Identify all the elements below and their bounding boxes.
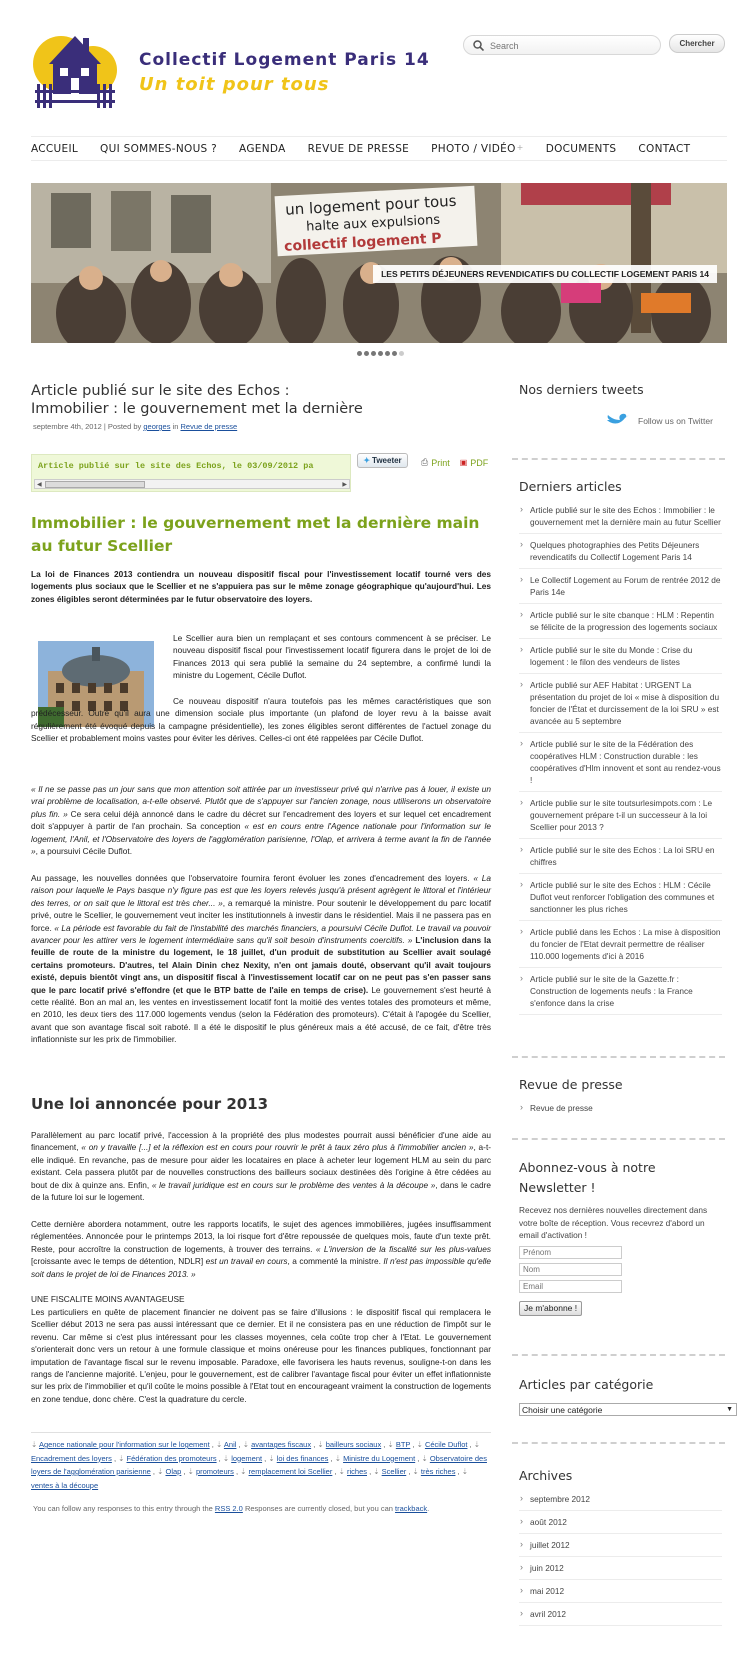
article-p7-heading: UNE FISCALITE MOINS AVANTAGEUSE [31, 1294, 185, 1304]
sidebar-divider [512, 1442, 725, 1444]
print-pdf [421, 457, 488, 468]
text: , dans le cadre de la future loi sur le logement. [31, 1179, 491, 1203]
slider-dot[interactable] [392, 351, 397, 356]
quote: « on y travaille [...] et la réflexion est en cours pour rouvrir le prêt à taux zéro plus à l'immobilier ancien » [81, 1142, 474, 1153]
scroll-thumb[interactable] [45, 481, 145, 488]
scroll-left-icon[interactable]: ◀ [37, 482, 42, 488]
tag-separator: , [467, 1440, 474, 1449]
archive-link[interactable]: › août 2012 [519, 1511, 722, 1534]
recent-list [519, 499, 722, 1015]
follow-note [33, 1504, 429, 1513]
sidebar-divider [512, 1056, 725, 1058]
slider-dot[interactable] [385, 351, 390, 356]
text: , a commenté la ministre. [287, 1256, 384, 1267]
article-headline: Immobilier : le gouvernement met la dernière main au futur Scellier [31, 514, 480, 555]
quote: « L'inversion de la fiscalité sur les plus-values [315, 1243, 491, 1254]
twitter-bird-icon [605, 412, 631, 430]
article-p6 [31, 1218, 491, 1280]
chevron-down-icon: ▼ [726, 1406, 733, 1413]
text: You can follow any responses to this entry through the [33, 1504, 215, 1513]
quote: « La raison pour laquelle le Pays basque n'y figure pas est que les loyers relevés jusqu'à présent agrègent le littoral et l'intérieur des terres, or on sait que le littoral est très cher... » [31, 873, 491, 908]
tag-icon: ⇣ [242, 1440, 252, 1449]
article-lead: La loi de Finances 2013 contiendra un nouveau dispositif fiscal pour l'investissement locatif tourné vers des logements plus sociaux que le Scellier et ne s'appuiera pas sur le même zonage géographique qu'aujourd'hui. Les zones éligibles seront déterminées par le futur observatoire des loyers. [31, 569, 491, 604]
newsletter-title-1: Abonnez-vous à notre [519, 1160, 656, 1175]
tag-icon: ⇣ [222, 1453, 232, 1463]
printer-icon: ⎙ [421, 457, 429, 467]
recent-article-link[interactable]: › Le Collectif Logement au Forum de rentrée 2012 de Paris 14e [519, 569, 722, 604]
tag-separator: , [150, 1467, 158, 1476]
recent-article-link[interactable]: › Article publié sur le site des Echos : HLM : Cécile Duflot veut renforcer l'obligation des communes et sanctionner les plus riches [519, 874, 722, 921]
banner-line3: collectif logement P [283, 230, 443, 255]
post-date: septembre 4th, 2012 | Posted by [33, 422, 144, 431]
tag-separator: , [455, 1467, 462, 1476]
text: , a poursuivi Cécile Duflot. [35, 846, 133, 857]
house-logo-icon[interactable] [31, 24, 119, 110]
tag-separator: , [406, 1467, 413, 1476]
nav-revue-de-presse[interactable]: REVUE DE PRESSE [307, 142, 410, 155]
site-title[interactable]: Collectif Logement Paris 14 [139, 50, 430, 70]
tag-icon: ⇣ [157, 1467, 166, 1476]
category-select[interactable] [519, 1403, 737, 1416]
nav-photo-video[interactable]: PHOTO / VIDÉO + [431, 143, 524, 155]
text: [croissante avec le temps de détention, NDLR] [31, 1256, 206, 1267]
text: . [427, 1504, 430, 1513]
press-title: Revue de presse [519, 1077, 623, 1092]
trackback-link[interactable]: trackback [395, 1504, 428, 1513]
tag-separator: , [332, 1467, 339, 1476]
tag-separator: , [328, 1453, 335, 1463]
tag-link[interactable]: Fédération des promoteurs [126, 1453, 217, 1463]
tag-separator: , [181, 1467, 188, 1476]
subscribe-button[interactable]: Je m'abonne ! [519, 1301, 582, 1316]
search-icon [473, 40, 484, 51]
post-title-line2: Immobilier : le gouvernement met la dernière [31, 401, 363, 417]
quote: « le travail juridique est en cours sur le problème des ventes à la découpe » [151, 1179, 436, 1190]
tag-icon: ⇣ [373, 1467, 382, 1476]
tag-icon: ⇣ [461, 1467, 469, 1476]
tag-icon: ⇣ [31, 1440, 39, 1449]
archives-title: Archives [519, 1468, 573, 1483]
text: , a remarqué la ministre. Pour soutenir le développement du parc locatif privé, outre le Scellier, le gouvernement veut inciter les institutionnels à investir dans le résidentiel. Mais il ne passera pas en force. [31, 897, 491, 933]
slider-photo [31, 183, 727, 343]
recent-article-link[interactable]: › Article publié sur le site cbanque : HLM : Repentin se félicite de la progression des logements sociaux [519, 604, 722, 639]
tag-icon: ⇣ [412, 1467, 421, 1476]
tag-icon: ⇣ [338, 1467, 347, 1476]
article-p5 [31, 1129, 491, 1203]
archive-link[interactable]: › avril 2012 [519, 1603, 722, 1626]
tag-separator: , [367, 1467, 374, 1476]
tag-separator: , [262, 1453, 269, 1463]
recent-article-link[interactable]: › Article publié sur le site du Monde : Crise du logement : le filon des vendeurs de listes [519, 639, 722, 674]
tag-icon: ⇣ [416, 1440, 425, 1449]
nav-agenda[interactable]: AGENDA [239, 142, 286, 155]
sidebar-categories [519, 1375, 733, 1416]
nav-accueil[interactable]: ACCUEIL [31, 142, 79, 155]
categories-title: Articles par catégorie [519, 1377, 654, 1392]
email-field[interactable] [519, 1280, 622, 1293]
article-p2-text: Ce nouveau dispositif n'aura toutefois pas les mêmes caractéristiques que son prédécesseur. Outre qu'il aura une dimension sociale plus importante (un plafond de loyer revu à la baisse avait régulièrement été évoqué depuis la campagne présidentielle), les zones éligibles seront différentes de l'actuel zonage du Scellier et probablement moins vastes pour éviter les dérives. Celles-ci ont été rappelées par Cécile Duflot. [31, 696, 491, 744]
author-link[interactable]: georges [143, 422, 171, 431]
nav-qui-sommes-nous[interactable]: QUI SOMMES-NOUS ? [100, 142, 218, 155]
article-p3 [31, 783, 491, 857]
tag-link[interactable]: loi des finances [276, 1453, 329, 1463]
post-title-line1: Article publié sur le site des Echos : [31, 383, 290, 399]
slider-dot[interactable] [371, 351, 376, 356]
recent-article-link[interactable]: › Quelques photographies des Petits Déjeuners revendicatifs du Collectif Logement Paris 14 [519, 534, 722, 569]
tag-link[interactable]: bailleurs sociaux [325, 1440, 382, 1449]
tag-link[interactable]: très riches [420, 1467, 456, 1476]
photo-slider[interactable] [31, 183, 727, 343]
sidebar-divider [512, 1354, 725, 1356]
sidebar-archives [519, 1466, 729, 1626]
article-p4 [31, 872, 491, 1046]
recent-article-link[interactable]: › Article publie sur le site toutsurlesimpots.com : Le gouvernement prépare t-il un successeur à la loi Scellier pour 2013 ? [519, 792, 722, 839]
quote: « est en cours entre l'Agence nationale pour l'information sur le logement, l'Anil, et l'Observatoire des loyers de l'agglomération parisienne, l'Olap, et arrivera à terme avant la fin de l'année » [31, 821, 492, 857]
text: Le gouvernement s'est heurté à cette réalité. Bon an mal an, les ventes en investissement locatif font la moitié des ventes totales des promoteurs et même, en 2010, les deux tiers des 117.000 logements vendus (selon la Fédération des promoteurs). C'était à l'apogée du Scellier, avant que son avantage fiscal soit raboté. Il a été le dispositif le plus généreux mais a été accusé, de ce fait, d'être très inflationniste sur les prix de l'immobilier. [31, 984, 491, 1045]
quote: « Il ne se passe pas un jour sans que mon attention soit attirée par un investisseur privé qui n'arrive pas à louer, il existe un vrai problème de localisation, a-t-elle observé. Plutôt que de s'appuyer sur l'ancien zonage, nous utiliserons un observatoire plus fin. » [31, 784, 491, 819]
tags-divider [31, 1432, 491, 1433]
archive-link[interactable]: › septembre 2012 [519, 1488, 722, 1511]
tag-icon: ⇣ [334, 1453, 344, 1463]
slider-dot[interactable] [357, 351, 362, 356]
tag-link[interactable]: Olap [165, 1467, 182, 1476]
code-box [31, 454, 351, 492]
site-header [31, 22, 727, 112]
banner-line2: halte aux expulsions [305, 212, 441, 235]
banner-line1: un logement pour tous [284, 191, 457, 219]
tweets-title: Nos derniers tweets [519, 382, 644, 397]
tag-icon: ⇣ [387, 1440, 396, 1449]
sidebar-newsletter [519, 1158, 729, 1316]
print-link[interactable] [421, 457, 450, 468]
post-title[interactable] [31, 382, 471, 418]
tweet-button[interactable] [357, 453, 408, 468]
recent-title: Derniers articles [519, 479, 622, 494]
tag-separator: , [216, 1453, 223, 1463]
search-button[interactable]: Chercher [669, 34, 725, 53]
archive-link[interactable]: › juin 2012 [519, 1557, 722, 1580]
tag-icon: ⇣ [118, 1453, 127, 1463]
twitter-follow-label: Follow us on Twitter [638, 416, 713, 426]
recent-article-link[interactable]: › Article publié sur AEF Habitat : URGENT La présentation du projet de loi « mise à disposition du foncier de l'État et durcissement de la loi SRU » est avancée au 5 septembre [519, 674, 722, 733]
tag-separator: , [381, 1440, 388, 1449]
slider-caption[interactable]: LES PETITS DÉJEUNERS REVENDICATIFS DU COLLECTIF LOGEMENT PARIS 14 [373, 265, 717, 283]
tag-icon: ⇣ [187, 1467, 196, 1476]
tag-link[interactable]: BTP [395, 1440, 411, 1449]
tag-separator: , [415, 1453, 422, 1463]
article-p1: Le Scellier aura bien un remplaçant et ses contours commencent à se préciser. Le nouveau dispositif fiscal pour l'investissement locatif figurera dans le projet de loi de Finances 2013 qui sera publié la semaine du 24 septembre, a confirmé lundi la ministre du Logement, Cécile Duflot. [173, 633, 491, 681]
site-tagline: Un toit pour tous [139, 74, 330, 95]
article-subheading: Une loi annoncée pour 2013 [31, 1095, 269, 1113]
archive-link[interactable]: › mai 2012 [519, 1580, 722, 1603]
main-nav [31, 136, 727, 161]
tweet-label: Tweeter [372, 456, 402, 465]
newsletter-title-2: Newsletter ! [519, 1180, 596, 1195]
nav-contact[interactable]: CONTACT [638, 142, 691, 155]
recent-article-link[interactable]: › Article publié sur le site de la Gazette.fr : Construction de logements neufs : la France s'enfonce dans la crise [519, 968, 722, 1015]
slider-dot[interactable] [399, 351, 404, 356]
quote: « La période est favorable du fait de l'instabilité des marchés financiers, a poursuivi Cécile Duflot. Le travail va pouvoir avancer pour les attirer vers le logement intermédiaire sans qu'il soit besoin d'instruments coercitifs. » [31, 922, 491, 946]
text: Responses are currently closed, but you can [242, 1504, 396, 1513]
tag-icon: ⇣ [317, 1440, 326, 1449]
tag-icon: ⇣ [473, 1440, 481, 1449]
tag-link[interactable]: Agence nationale pour l'information sur le logement [38, 1440, 210, 1449]
press-item[interactable]: › Revue de presse [519, 1097, 729, 1119]
tag-separator: , [410, 1440, 417, 1449]
sidebar-divider [512, 458, 725, 460]
prenom-field[interactable] [519, 1246, 622, 1259]
tag-separator: , [236, 1440, 243, 1449]
sidebar-press [519, 1075, 729, 1119]
sidebar-tweets [519, 380, 729, 400]
sidebar-recent [519, 477, 729, 1015]
pdf-icon: ▣ [459, 458, 468, 467]
pdf-link[interactable] [460, 457, 489, 468]
pdf-label: PDF [470, 457, 489, 468]
tag-separator: , [111, 1453, 119, 1463]
tag-link[interactable]: Anil [223, 1440, 237, 1449]
article-p7: Les particuliers en quête de placement financier ne doivent pas se faire d'illusions : le dispositif fiscal qui remplacera le Scellier début 2013 ne sera pas aussi intéressant que ce dernier. Et il ne consistera pas en une réduction de l'impôt sur le revenu. Car même si c'est plus intéressant pour les classes moyennes, cela coûte trop cher à l'Etat. Le gouvernement s'orienterait donc vers un retour à une formule classique et moins onéreuse pour les finances publiques, fonctionnant par imputation de l'avantage fiscal sur le revenu imposable. Paradoxe, elle favorisera les hauts revenus, souligne-t-on dans les rangs de l'ancienne majorité. L'enjeu, pour le gouvernement, est de calibrer l'avantage fiscal pour éviter un effet inflationniste sur les prix de l'immobilier et qu'il coûte le moins possible à l'Etat tout en encourageant vraiment la construction de logements en zone tendue, donc chère. C'est la quadrature du cercle. [31, 1307, 491, 1404]
tag-icon: ⇣ [215, 1440, 224, 1449]
slider-dot[interactable] [378, 351, 383, 356]
scroll-right-icon[interactable]: ▶ [342, 482, 347, 488]
slider-dots [357, 351, 404, 356]
quote: Il n'est pas impossible qu'elle soit dans le projet de loi de Finances 2013. » [31, 1256, 491, 1279]
bold-text: L'inclusion dans la feuille de route de la ministre du logement, le 18 juillet, d'un produit de substitution au Scellier avait soulagé certains promoteurs. D'autres, tel Alain Dinin chez Nexity, n'en ont jamais douté, observant qu'il avait toujours existé, depuis bientôt vingt ans, un dispositif fiscal à l'investissement locatif car on ne peut pas s'en passer sans que le parc locatif privé s'effondre (et que le BTP batte de l'aile en temps de crise). [31, 935, 491, 995]
newsletter-text: Recevez nos dernières nouvelles directement dans votre boîte de réception. Vous recevrez d'abord un email d'activation ! [519, 1205, 708, 1240]
tag-link[interactable]: Cécile Duflot [424, 1440, 468, 1449]
search-box[interactable] [463, 35, 661, 55]
meta-in: in [170, 422, 181, 431]
twitter-follow-link[interactable] [605, 412, 713, 430]
text: Ce sera celui déjà annoncé dans le cadre du décret sur l'encadrement des loyers et sur lequel cet encadrement doit s'appuyer à partir de l'an prochain. Sa conception [31, 808, 491, 832]
tag-link[interactable]: Observatoire des loyers de l'agglomération parisienne [31, 1453, 487, 1476]
article-p2 [31, 695, 491, 745]
twitter-bird-icon: ✦ [363, 456, 371, 465]
archives-list [519, 1488, 722, 1626]
print-label: Print [431, 457, 450, 468]
code-line: Article publié sur le site des Echos, le 03/09/2012 pa [38, 461, 314, 471]
tag-link[interactable]: riches [346, 1467, 367, 1476]
tag-link[interactable]: Encadrement des loyers [31, 1453, 112, 1463]
slider-dot[interactable] [364, 351, 369, 356]
tag-icon: ⇣ [268, 1453, 277, 1463]
tag-separator: , [233, 1467, 241, 1476]
tag-link[interactable]: avantages fiscaux [251, 1440, 312, 1449]
sidebar-divider [512, 1138, 725, 1140]
post-tags [31, 1438, 491, 1492]
tag-link[interactable]: logement [231, 1453, 263, 1463]
tag-icon: ⇣ [421, 1453, 430, 1463]
tag-link[interactable]: remplacement loi Scellier [248, 1467, 333, 1476]
text: Au passage, les nouvelles données que l'observatoire fournira feront évoluer les zones d'encadrement des loyers. [31, 873, 474, 883]
recent-article-link[interactable]: › Article publié sur le site des Echos : Immobilier : le gouvernement met la dernière main au futur Scellier [519, 499, 722, 534]
category-select-value: Choisir une catégorie [522, 1404, 603, 1415]
recent-article-link[interactable]: › Article publié sur le site des Echos : La loi SRU en chiffres [519, 839, 722, 874]
tag-link[interactable]: promoteurs [195, 1467, 234, 1476]
category-link[interactable]: Revue de presse [180, 422, 238, 431]
nom-field[interactable] [519, 1263, 622, 1276]
text: , a-t-elle indiqué. En revanche, pas de mesure pour aider les locataires en place à acheter leur logement HLM au sein du parc existant. Cela passera plutôt par de nouvelles constructions des bailleurs sociaux destinées dès l'origine à être cédées au bout de dix à quinze ans. Enfin, [31, 1142, 492, 1190]
tag-icon: ⇣ [240, 1467, 249, 1476]
press-list [519, 1097, 729, 1119]
quote: est un travail en cours [205, 1256, 288, 1267]
recent-article-link[interactable]: › Article publié sur le site de la Fédération des coopératives HLM : Construction durable : les coopératives d'Hlm innovent et sont au rendez-vous ! [519, 733, 722, 792]
tag-link[interactable]: Ministre du Logement [343, 1453, 416, 1463]
tag-separator: , [209, 1440, 216, 1449]
search-input[interactable] [490, 39, 650, 52]
post-meta [33, 422, 237, 431]
tag-link[interactable]: ventes à la découpe [31, 1480, 99, 1490]
tag-link[interactable]: Scellier [381, 1467, 407, 1476]
horizontal-scrollbar[interactable] [34, 479, 350, 489]
text: Parallèlement au parc locatif privé, l'accession à la propriété des plus modestes pourrait aussi bénéficier d'une aide au financement, [31, 1130, 491, 1153]
rss-link[interactable]: RSS 2.0 [214, 1504, 243, 1513]
text: Cette dernière abordera notamment, outre les rapports locatifs, le sujet des agences immobilières, jugées insuffisamment réglementées. Annoncée pour le printemps 2013, la loi risque fort d'être repoussée de quelques mois, faute d'un texte prêt. Reste, pour accroître la construction de logements, à trouver des terrains. [31, 1219, 491, 1254]
tag-separator: , [311, 1440, 318, 1449]
recent-article-link[interactable]: › Article publié dans les Echos : La mise à disposition du foncier de l'Etat devrait permettre de réaliser 110.000 logements d'ici à 2016 [519, 921, 722, 968]
nav-documents[interactable]: DOCUMENTS [545, 142, 617, 155]
archive-link[interactable]: › juillet 2012 [519, 1534, 722, 1557]
